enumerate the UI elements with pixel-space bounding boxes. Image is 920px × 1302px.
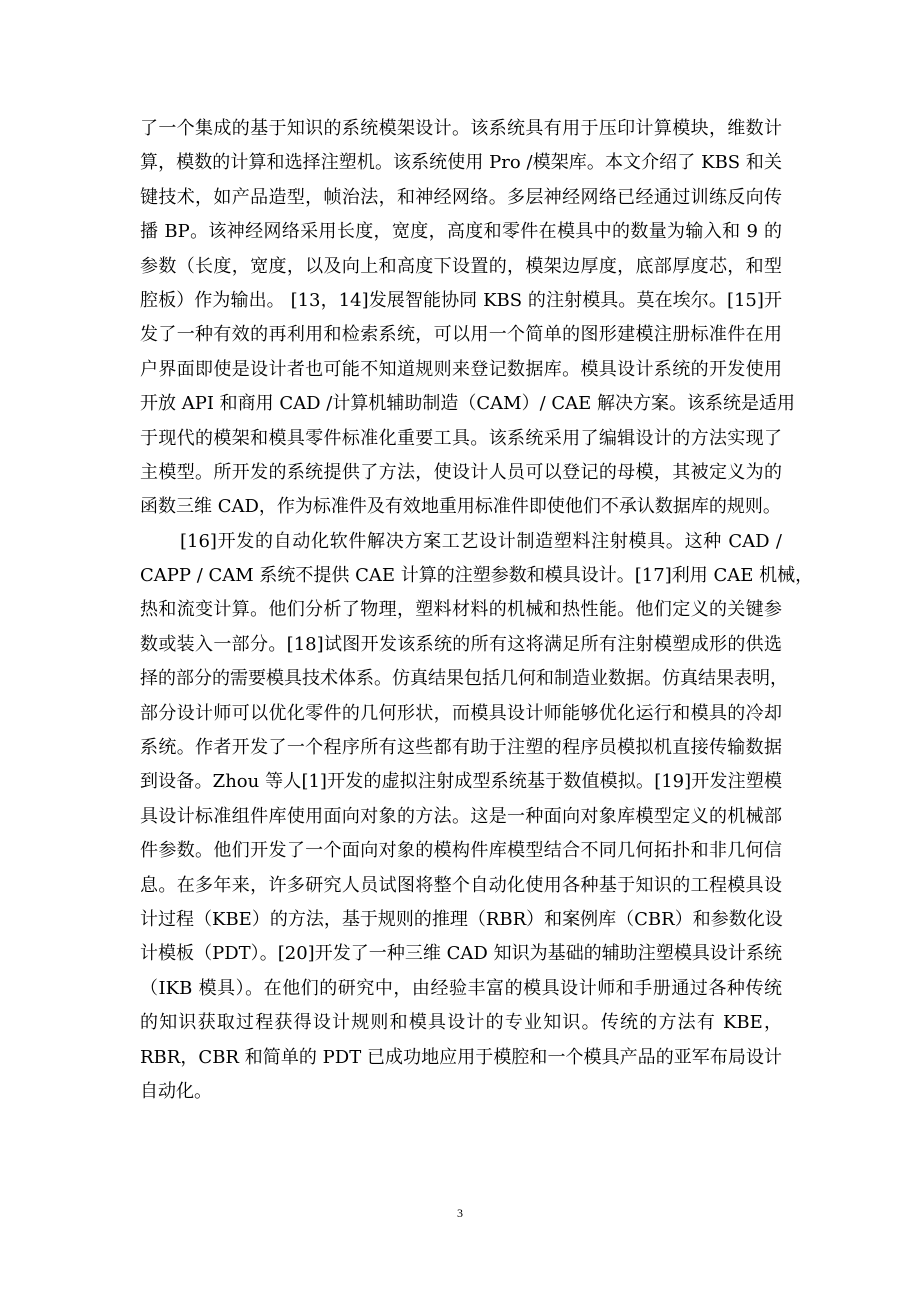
text-line: 发了一种有效的再利用和检索系统，可以用一个简单的图形建模注册标准件在用 [140, 324, 782, 346]
text-line: 参数（长度，宽度，以及向上和高度下设置的，模架边厚度，底部厚度芯，和型 [140, 255, 782, 277]
text-line: 腔板）作为输出。 [13，14]发展智能协同 KBS 的注射模具。莫在埃尔。[15]开 [140, 289, 782, 311]
text-line: 计过程（KBE）的方法，基于规则的推理（RBR）和案例库（CBR）和参数化设 [140, 908, 783, 930]
text-line: 主模型。所开发的系统提供了方法，使设计人员可以登记的母模，其被定义为的 [140, 461, 782, 483]
text-line: 件参数。他们开发了一个面向对象的模构件库模型结合不同几何拓扑和非几何信 [140, 840, 782, 862]
text-line: 了一个集成的基于知识的系统模架设计。该系统具有用于压印计算模块，维数计 [140, 118, 782, 139]
text-line: 开放 API 和商用 CAD /计算机辅助制造（CAM）/ CAE 解决方案。该系统是适用 [140, 393, 795, 415]
text-line: 函数三维 CAD，作为标准件及有效地重用标准件即使他们不承认数据库的规则。 [140, 496, 781, 518]
text-line: CAPP / CAM 系统不提供 CAE 计算的注塑参数和模具设计。[17]利用 CAE 机械， [140, 565, 814, 587]
text-line: 部分设计师可以优化零件的几何形状，而模具设计师能够优化运行和模具的冷却 [140, 702, 782, 724]
text-line: 数或装入一部分。[18]试图开发该系统的所有这将满足所有注射模塑成形的供选 [140, 633, 782, 655]
document-body [140, 112, 814, 1109]
text-line: 息。在多年来，许多研究人员试图将整个自动化使用各种基于知识的工程模具设 [140, 874, 782, 896]
text-line: 户界面即使是设计者也可能不知道规则来登记数据库。模具设计系统的开发使用 [140, 358, 782, 380]
text-line: 择的部分的需要模具技术体系。仿真结果包括几何和制造业数据。仿真结果表明， [140, 668, 788, 690]
text-line: 热和流变计算。他们分析了物理，塑料材料的机械和热性能。他们定义的关键参 [140, 599, 782, 621]
text-line: 自动化。 [140, 1080, 212, 1102]
text-line: [16]开发的自动化软件解决方案工艺设计制造塑料注射模具。这种 CAD / [180, 530, 782, 552]
text-line: （IKB 模具）。在他们的研究中，由经验丰富的模具设计师和手册通过各种传统 [140, 977, 782, 999]
text-line: 系统。作者开发了一个程序所有这些都有助于注塑的程序员模拟机直接传输数据 [140, 737, 782, 759]
paragraph-2 [140, 525, 814, 1110]
text-line: 于现代的模架和模具零件标准化重要工具。该系统采用了编辑设计的方法实现了 [140, 427, 782, 449]
text-line: RBR，CBR 和简单的 PDT 已成功地应用于模腔和一个模具产品的亚军布局设计 [140, 1046, 782, 1068]
paragraph-1 [140, 112, 795, 525]
text-line: 算，模数的计算和选择注塑机。该系统使用 Pro /模架库。本文介绍了 KBS 和关 [140, 152, 782, 174]
text-line: 键技术，如产品造型，帧治法，和神经网络。多层神经网络已经通过训练反向传 [140, 186, 782, 208]
text-line: 的知识获取过程获得设计规则和模具设计的专业知识。传统的方法有 KBE， [140, 1012, 782, 1034]
text-line: 到设备。Zhou 等人[1]开发的虚拟注射成型系统基于数值模拟。[19]开发注塑模 [140, 771, 782, 793]
text-line: 计模板（PDT）。[20]开发了一种三维 CAD 知识为基础的辅助注塑模具设计系统 [140, 943, 782, 965]
page-number: 3 [457, 1206, 463, 1220]
text-line: 播 BP。该神经网络采用长度，宽度，高度和零件在模具中的数量为输入和 9 的 [140, 221, 782, 243]
text-line: 具设计标准组件库使用面向对象的方法。这是一种面向对象库模型定义的机械部 [140, 805, 782, 827]
